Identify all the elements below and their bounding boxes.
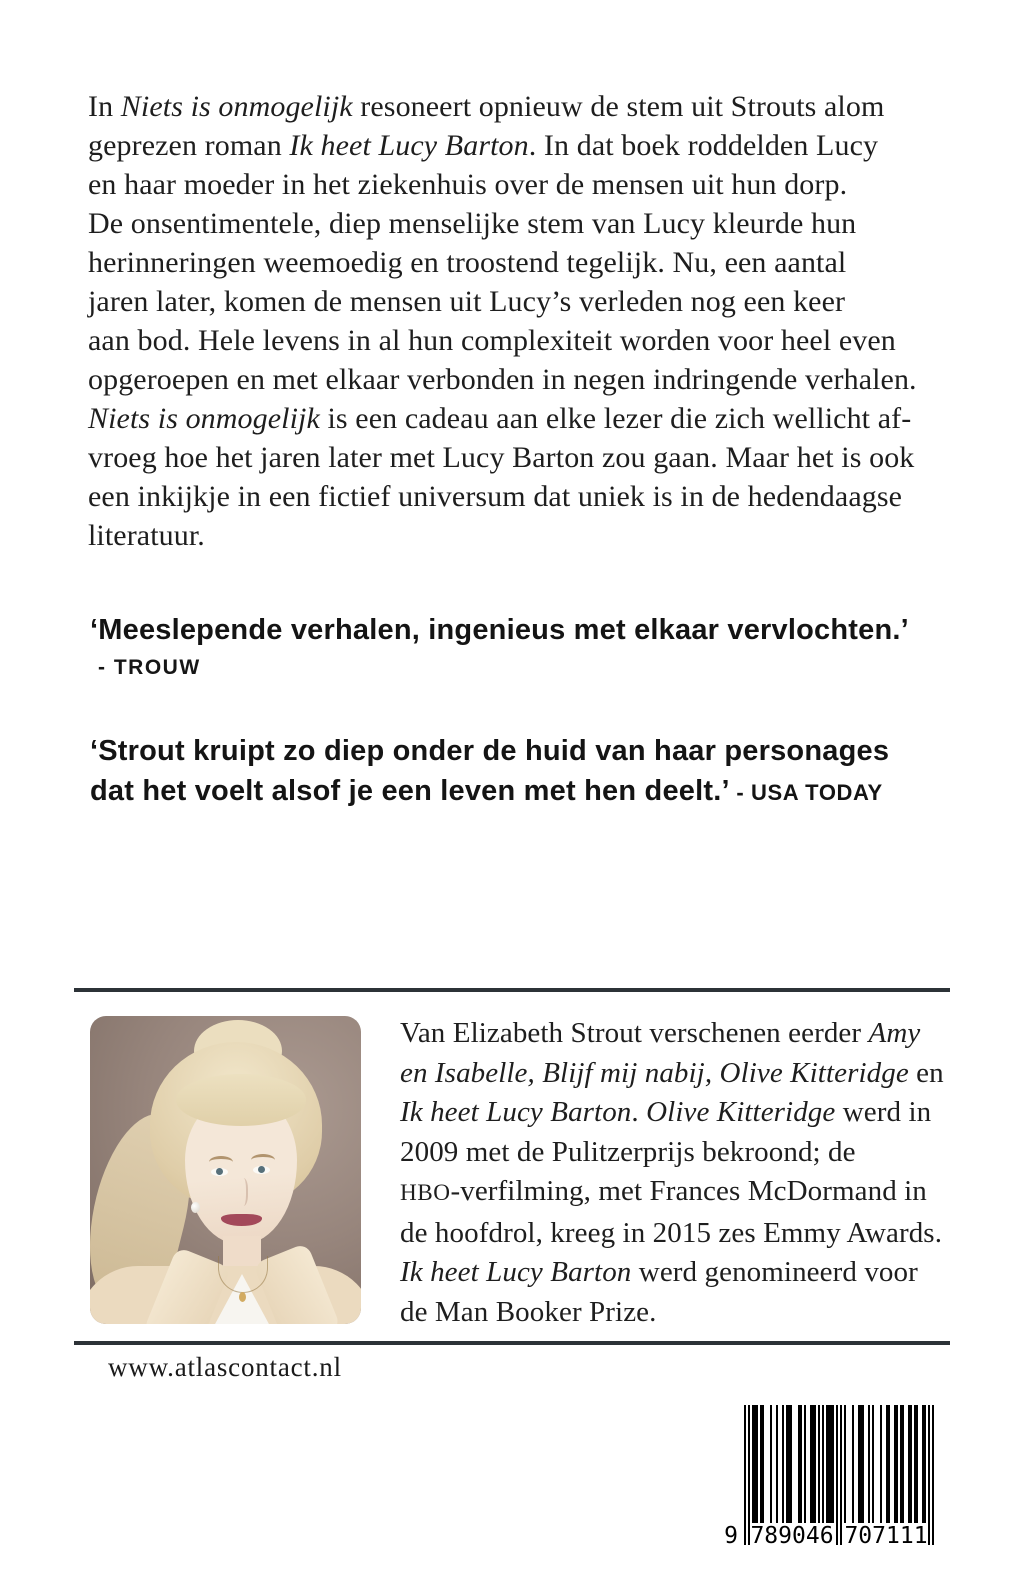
- press-quote-trouw-source: - TROUW: [98, 656, 201, 679]
- barcode-digit-group: 707111: [844, 1523, 928, 1549]
- barcode-digit-group: 789046: [750, 1523, 834, 1549]
- divider-top: [74, 988, 950, 992]
- photo-hair-fringe: [176, 1074, 306, 1126]
- press-quote-trouw: ‘Meeslepende verhalen, ingenieus met elkaar vervlochten.’: [90, 614, 909, 646]
- photo-earring: [191, 1202, 200, 1213]
- publisher-website: www.atlascontact.nl: [108, 1352, 342, 1382]
- photo-iris: [258, 1166, 265, 1173]
- photo-nose: [237, 1178, 248, 1206]
- photo-eye: [211, 1168, 228, 1176]
- photo-eyebrow: [251, 1154, 275, 1166]
- blurb-text: In Niets is onmogelijk resoneert opnieuw de stem uit Strouts alom geprezen roman Ik heet Lucy Barton. In dat boek roddelden Lucy en haar moeder in het ziekenhuis over de mensen uit hun dorp. De onsentimentele, diep menselijke stem van Lucy kleurde hun herinneringen weemoedig en troostend tegelijk. Nu, een aantal jaren later, komen de mensen uit Lucy’s verleden nog een keer aan bod. Hele levens in al hun complexiteit worden voor heel even opgeroepen en met elkaar verbonden in negen indringende verhalen. Niets is onmogelijk is een cadeau aan elke lezer die zich wellicht af- vroeg hoe het jaren later met Lucy Barton zou gaan. Maar het is ook een inkijkje in een fictief universum dat uniek is in de hedendaagse literatuur.: [88, 90, 917, 552]
- barcode-digit-group: 9: [724, 1523, 738, 1549]
- divider-bottom: [74, 1341, 950, 1345]
- photo-eye: [253, 1166, 270, 1174]
- author-bio: Van Elizabeth Strout verschenen eerder Amy en Isabelle, Blijf mij nabij, Olive Kitteridge en Ik heet Lucy Barton. Olive Kitteridge werd in 2009 met de Pulitzerprijs bekroond; de HBO-verfilming, met Frances McDormand in de hoofdrol, kreeg in 2015 zes Emmy Awards. Ik heet Lucy Barton werd genomineerd voor de Man Booker Prize.: [400, 1017, 944, 1328]
- photo-eyebrow: [209, 1156, 233, 1168]
- isbn-barcode: [724, 1405, 934, 1553]
- photo-iris: [216, 1168, 223, 1175]
- photo-pendant: [239, 1292, 246, 1302]
- author-photo: [90, 1016, 361, 1324]
- press-quote-usatoday: ‘Strout kruipt zo diep onder de huid van haar personages dat het voelt alsof je een leven met hen deelt.’ - USA TODAY: [90, 735, 890, 807]
